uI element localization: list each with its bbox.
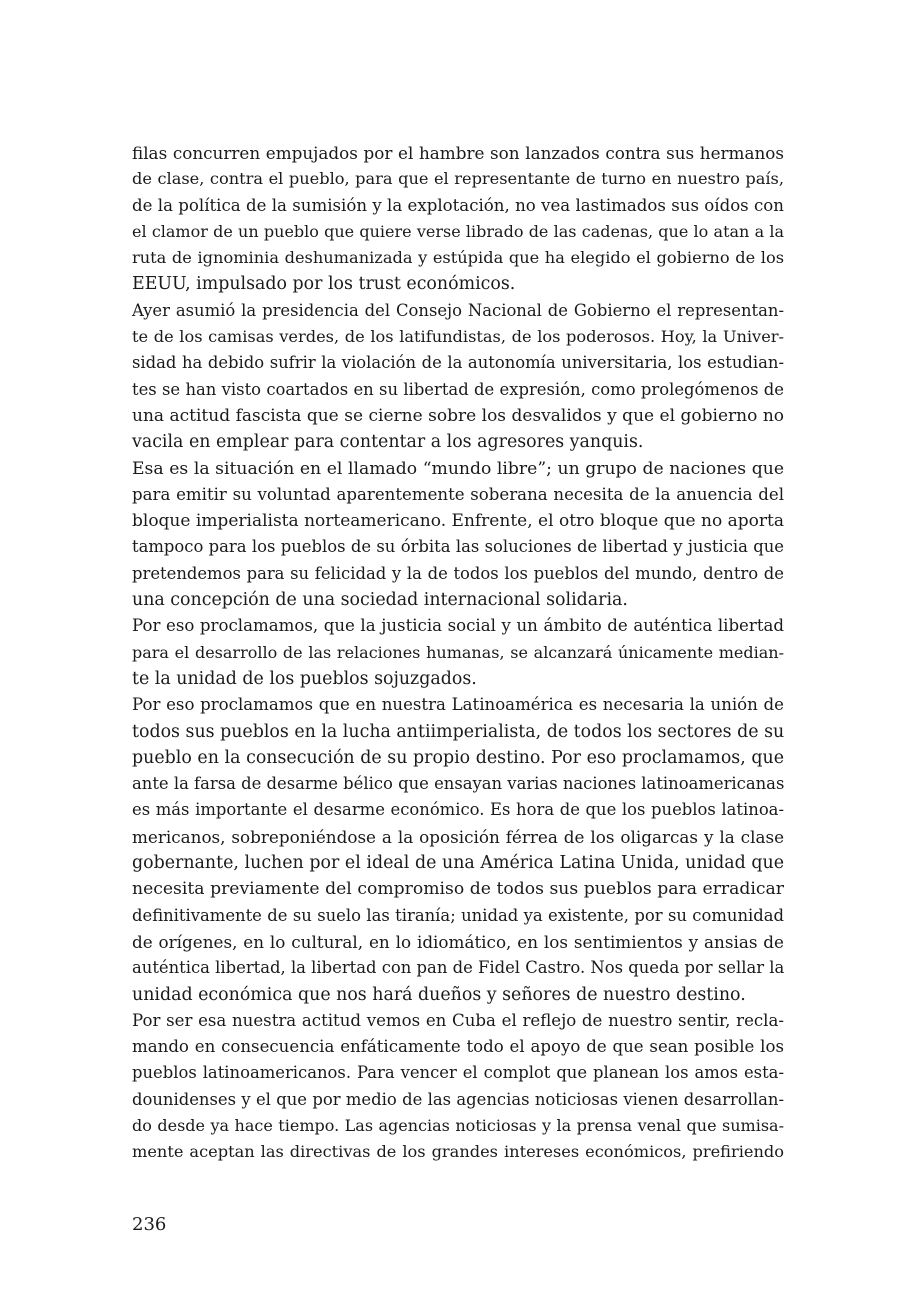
text-line: Por eso proclamamos que en nuestra Latinoamérica es necesaria la unión de — [132, 695, 784, 715]
text-line: mente aceptan las directivas de los grandes intereses económicos, prefiriendo — [132, 1142, 784, 1162]
text-line: Ayer asumió la presidencia del Consejo Nacional de Gobierno el representan- — [132, 300, 784, 320]
text-line: mando en consecuencia enfáticamente todo el apoyo de que sean posible los — [132, 1037, 784, 1057]
text-line: te de los camisas verdes, de los latifundistas, de los poderosos. Hoy, la Univer- — [132, 327, 784, 347]
text-line: necesita previamente del compromiso de todos sus pueblos para erradicar — [132, 879, 784, 900]
text-line: una concepción de una sociedad internacional solidaria. — [132, 590, 628, 611]
text-line: dounidenses y el que por medio de las agencias noticiosas vienen desarrollan- — [132, 1089, 784, 1109]
text-line: auténtica libertad, la libertad con pan de Fidel Castro. Nos queda por sellar la — [132, 958, 785, 978]
text-line: ante la farsa de desarme bélico que ensayan varias naciones latinoamericanas — [132, 774, 785, 794]
text-line: do desde ya hace tiempo. Las agencias noticiosas y la prensa venal que sumisa- — [132, 1115, 784, 1135]
text-line: Por ser esa nuestra actitud vemos en Cuba el reflejo de nuestro sentir, recla- — [132, 1010, 784, 1030]
text-line: todos sus pueblos en la lucha antiimperialista, de todos los sectores de su — [132, 721, 785, 742]
paragraph — [132, 613, 784, 692]
paragraph — [132, 692, 784, 1008]
text-line: pretendemos para su felicidad y la de todos los pueblos del mundo, dentro de — [132, 563, 784, 583]
text-line: unidad económica que nos hará dueños y señores de nuestro destino. — [132, 984, 746, 1005]
text-line: Por eso proclamamos, que la justicia social y un ámbito de auténtica libertad — [132, 616, 784, 636]
text-line: el clamor de un pueblo que quiere verse librado de las cadenas, que lo atan a la — [132, 221, 784, 241]
text-line: pueblo en la consecución de su propio destino. Por eso proclamamos, que — [132, 747, 784, 768]
text-line: pueblos latinoamericanos. Para vencer el complot que planean los amos esta- — [132, 1063, 784, 1083]
text-line: Esa es la situación en el llamado “mundo libre”; un grupo de naciones que — [132, 458, 784, 479]
text-line: bloque imperialista norteamericano. Enfrente, el otro bloque que no aporta — [132, 511, 784, 532]
text-line: de la política de la sumisión y la explotación, no vea lastimados sus oídos con — [132, 195, 784, 215]
paragraph — [132, 1008, 784, 1166]
paragraph — [132, 140, 784, 298]
text-line: sidad ha debido sufrir la violación de la autonomía universitaria, los estudian- — [132, 353, 784, 373]
text-line: definitivamente de su suelo las tiranía; unidad ya existente, por su comunidad — [132, 905, 784, 925]
text-line: tampoco para los pueblos de su órbita las soluciones de libertad y justicia que — [132, 537, 784, 557]
page-number: 236 — [132, 1214, 167, 1235]
text-line: tes se han visto coartados en su libertad de expresión, como prolegómenos de — [132, 379, 784, 399]
text-line: de clase, contra el pueblo, para que el representante de turno en nuestro país, — [132, 169, 784, 189]
body-text — [132, 140, 784, 1166]
text-line: para emitir su voluntad aparentemente soberana necesita de la anuencia del — [132, 484, 784, 504]
paragraph — [132, 456, 784, 614]
text-line: gobernante, luchen por el ideal de una América Latina Unida, unidad que — [132, 853, 784, 874]
text-line: EEUU, impulsado por los trust económicos. — [132, 274, 516, 295]
text-line: mericanos, sobreponiéndose a la oposición férrea de los oligarcas y la clase — [132, 826, 784, 847]
text-line: ruta de ignominia deshumanizada y estúpida que ha elegido el gobierno de los — [132, 248, 784, 268]
text-line: vacila en emplear para contentar a los agresores yanquis. — [132, 432, 644, 453]
text-line: de orígenes, en lo cultural, en lo idiomático, en los sentimientos y ansias de — [132, 931, 784, 952]
text-line: filas concurren empujados por el hambre son lanzados contra sus hermanos — [132, 143, 784, 163]
text-line: es más importante el desarme económico. Es hora de que los pueblos latinoa- — [132, 800, 784, 820]
text-line: una actitud fascista que se cierne sobre los desvalidos y que el gobierno no — [132, 405, 784, 426]
text-line: te la unidad de los pueblos sojuzgados. — [132, 668, 477, 689]
text-line: para el desarrollo de las relaciones humanas, se alcanzará únicamente median- — [132, 642, 784, 662]
paragraph — [132, 298, 784, 456]
